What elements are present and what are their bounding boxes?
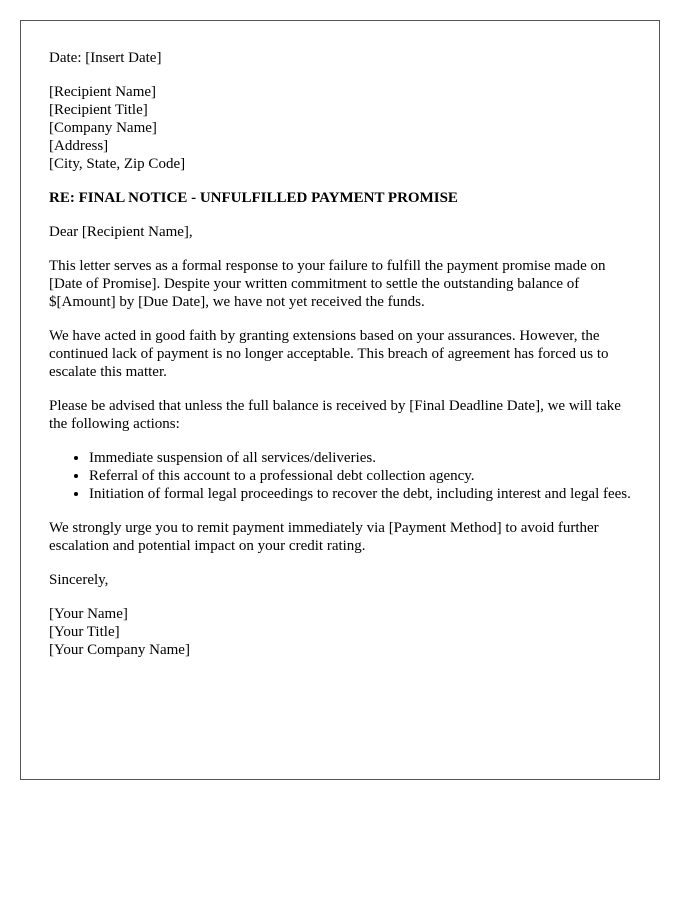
sender-block (49, 605, 633, 659)
sender-title: [Your Title] (49, 624, 120, 640)
sender-company: [Your Company Name] (49, 642, 190, 658)
recipient-block (49, 83, 633, 173)
body-paragraph: This letter serves as a formal response to your failure to fulfill the payment promise made on [Date of Promise]. Despite your written commitment to settle the outstanding balance of $[Amount] by [Due Date], we have not yet received the funds. (49, 258, 606, 310)
recipient-company: [Company Name] (49, 120, 157, 136)
actions-list (49, 449, 633, 503)
sign-off: Sincerely, (49, 572, 109, 588)
closing-paragraph: We strongly urge you to remit payment immediately via [Payment Method] to avoid further escalation and potential impact on your credit rating. (49, 520, 599, 554)
action-item: • Initiation of formal legal proceedings to recover the debt, including interest and legal fees. (89, 485, 633, 503)
recipient-city-state-zip: [City, State, Zip Code] (49, 156, 186, 172)
action-item: • Immediate suspension of all services/deliveries. (89, 449, 633, 467)
recipient-title: [Recipient Title] (49, 102, 148, 118)
subject-line: RE: FINAL NOTICE - UNFULFILLED PAYMENT PROMISE (49, 190, 458, 206)
salutation: Dear [Recipient Name], (49, 224, 193, 240)
body-paragraph: We have acted in good faith by granting extensions based on your assurances. However, the continued lack of payment is no longer acceptable. This breach of agreement has forced us to escalate this matter. (49, 328, 609, 380)
recipient-name: [Recipient Name] (49, 84, 157, 100)
action-item: • Referral of this account to a professional debt collection agency. (89, 467, 633, 485)
recipient-address: [Address] (49, 138, 109, 154)
date-line: Date: [Insert Date] (49, 50, 162, 66)
letter-content (49, 49, 633, 675)
sender-name: [Your Name] (49, 606, 128, 622)
letter-page (20, 20, 660, 780)
body-paragraph: Please be advised that unless the full balance is received by [Final Deadline Date], we will take the following actions: (49, 398, 621, 432)
